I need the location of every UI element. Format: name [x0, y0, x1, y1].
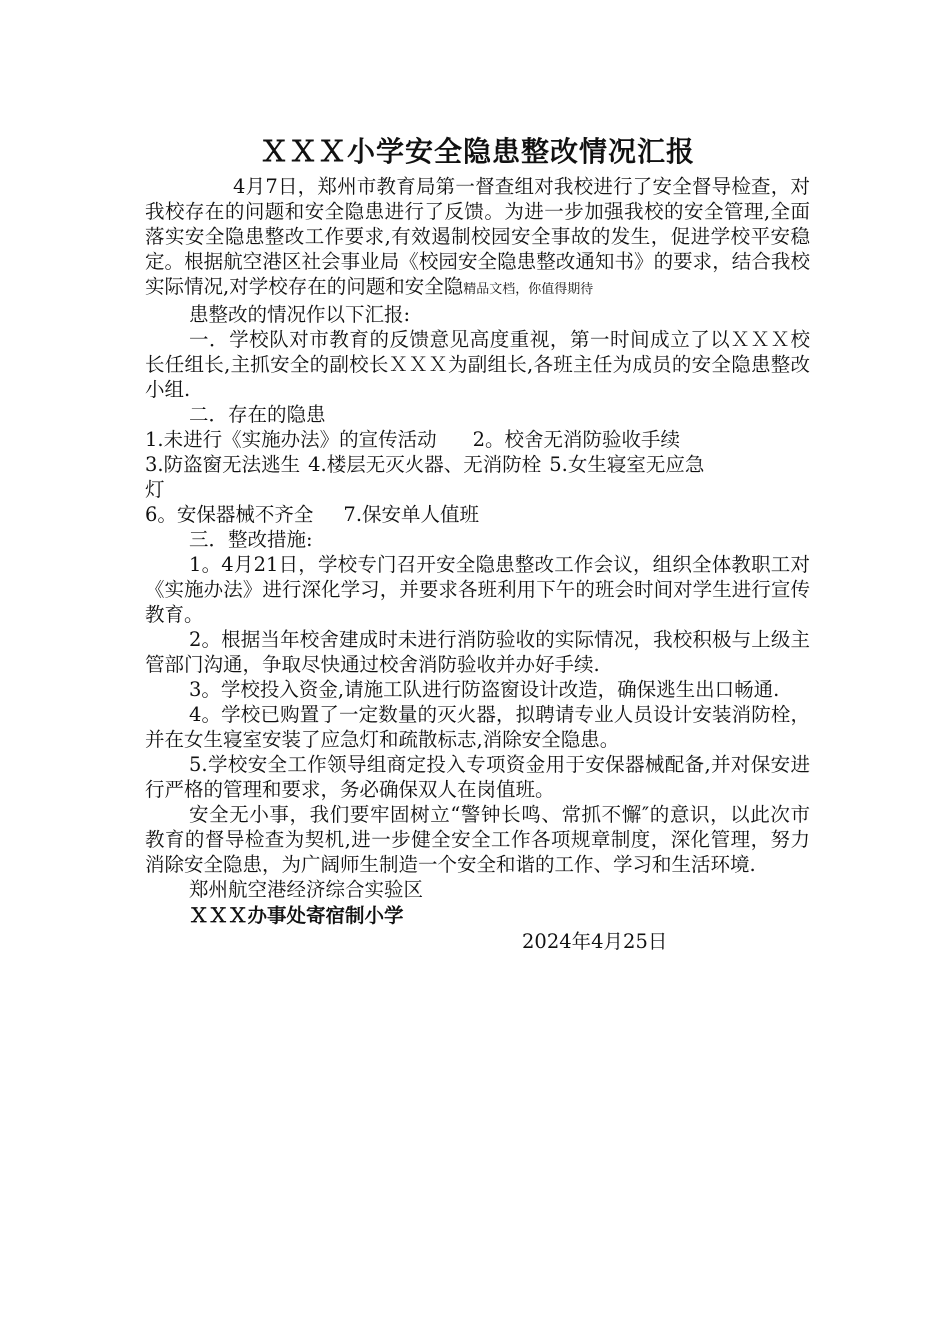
hazard-item-4: 4.楼层无灭火器、无消防栓 — [308, 453, 542, 476]
document-body — [145, 132, 810, 955]
hazard-row-1 — [145, 427, 810, 452]
hazard-item-7: 7.保安单人值班 — [343, 503, 480, 526]
hazard-item-2: 2。校舍无消防验收手续 — [472, 428, 681, 451]
intro-continuation: 患整改的情况作以下汇报: — [189, 303, 411, 326]
closing-paragraph: 安全无小事，我们要牢固树立“警钟长鸣、常抓不懈″的意识，以此次市教育的督导检查为契机,进一步健全安全工作各项规章制度，深化管理，努力消除安全隐患，为广阔师生制造一个安全和谐的工作、学习和生活环境. — [145, 803, 810, 876]
hazard-row-2-wrap — [145, 477, 810, 502]
measure-paragraph-2: 2。根据当年校舍建成时未进行消防验收的实际情况，我校积极与上级主管部门沟通，争取尽快通过校舍消防验收并办好手续. — [145, 628, 810, 676]
intro-text: 4月7日，郑州市教育局第一督查组对我校进行了安全督导检查，对我校存在的问题和安全隐患进行了反馈。为进一步加强我校的安全管理,全面落实安全隐患整改工作要求,有效遏制校园安全事故的发生，促进学校平安稳定。根据航空港区社会事业局《校园安全隐患整改通知书》的要求，结合我校实际情况,对学校存在的问题和安全隐 — [145, 175, 810, 298]
hazard-item-3: 3.防盗窗无法逃生 — [145, 453, 301, 476]
measure-paragraph-5: 5.学校安全工作领导组商定投入专项资金用于安保器械配备,并对保安进行严格的管理和要求，务必确保双人在岗值班。 — [145, 753, 810, 801]
hazard-item-5-wrap: 灯 — [145, 478, 165, 501]
section-3-heading: 三．整改措施: — [189, 528, 313, 551]
measure-paragraph-4: 4。学校已购置了一定数量的灭火器，拟聘请专业人员设计安装消防栓，并在女生寝室安装了应急灯和疏散标志,消除安全隐患。 — [145, 703, 810, 751]
measure-paragraph-1: 1。4月21日，学校专门召开安全隐患整改工作会议，组织全体教职工对《实施办法》进行深化学习，并要求各班利用下午的班会时间对学生进行宣传教育。 — [145, 553, 810, 626]
hazard-row-2 — [145, 452, 810, 477]
document-title: ＸＸＸ小学安全隐患整改情况汇报 — [259, 135, 695, 168]
section-1-paragraph: 一．学校队对市教育的反馈意见高度重视，第一时间成立了以ＸＸＸ校长任组长,主抓安全的副校长ＸＸＸ为副组长,各班主任为成员的安全隐患整改小组. — [145, 328, 810, 401]
hazard-row-3 — [145, 502, 810, 527]
section-2-heading: 二．存在的隐患 — [189, 403, 326, 426]
signature-school: ＸＸＸ办事处寄宿制小学 — [189, 904, 404, 927]
document-date: 2024年4月25日 — [522, 930, 668, 953]
hazard-item-6: 6。安保器械不齐全 — [145, 503, 314, 526]
hazard-item-5: 5.女生寝室无应急 — [549, 453, 705, 476]
signature-organization: 郑州航空港经济综合实验区 — [189, 878, 424, 901]
intro-paragraph — [145, 174, 810, 302]
measure-paragraph-3: 3。学校投入资金,请施工队进行防盗窗设计改造，确保逃生出口畅通. — [189, 678, 780, 701]
hazard-item-1: 1.未进行《实施办法》的宣传活动 — [145, 428, 437, 451]
watermark-text: 精品文档，你值得期待 — [463, 282, 594, 297]
